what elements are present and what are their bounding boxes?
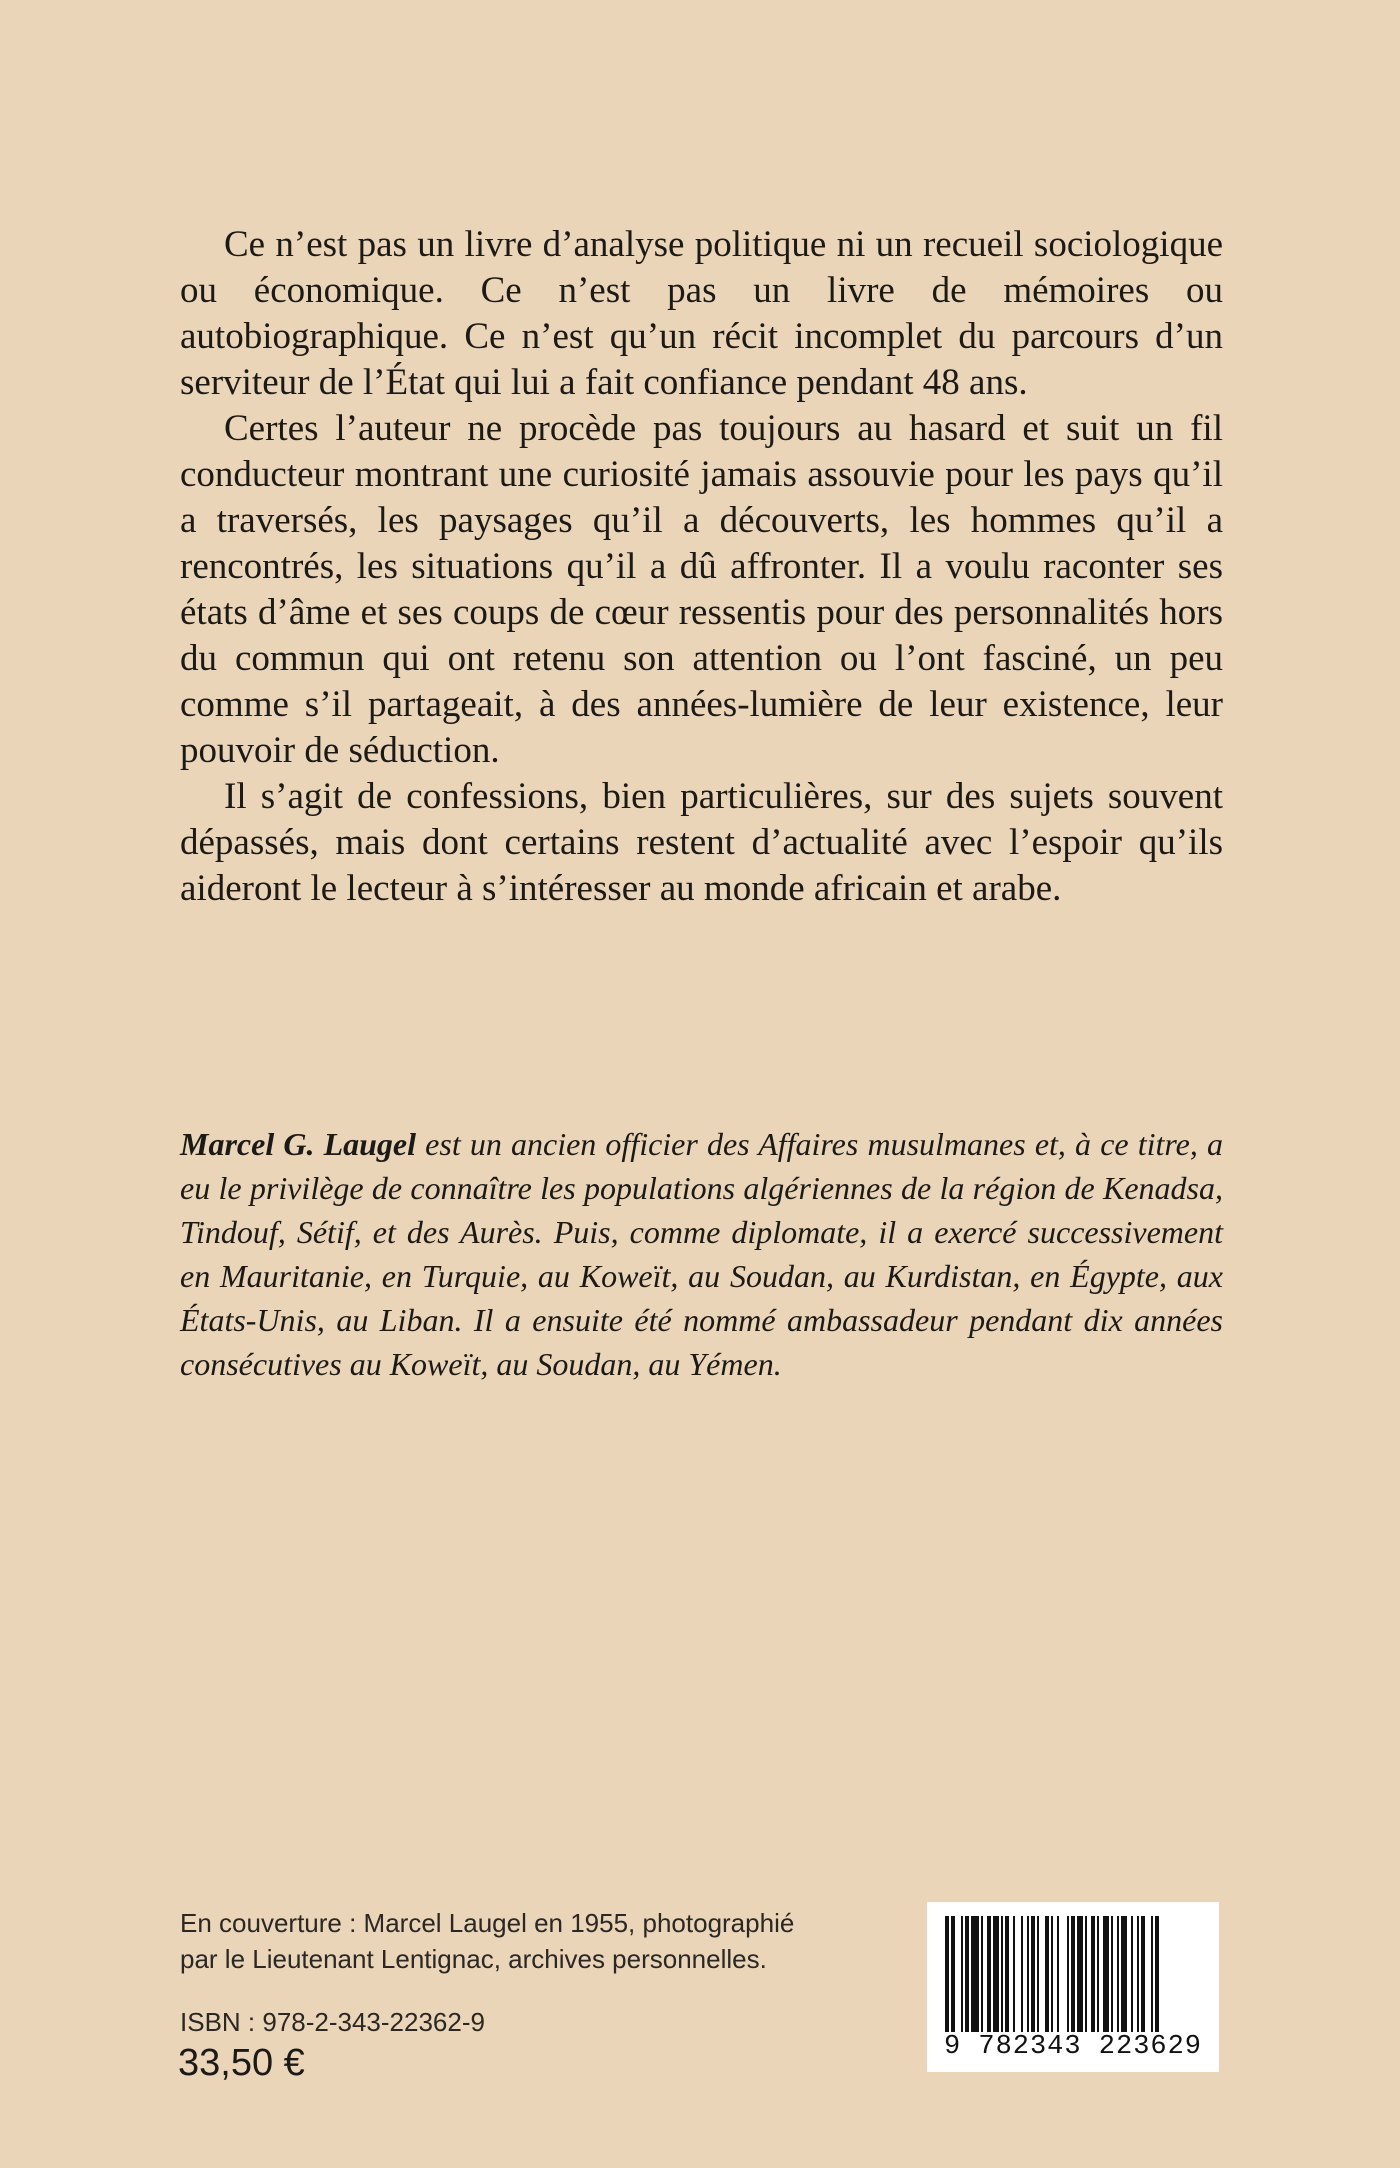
author-bio-text: est un ancien officier des Affaires musulmanes et, à ce titre, a eu le privilège de connaître les populations algériennes de la région de Kenadsa, Tindouf, Sétif, et des Aurès. Puis, comme diplomate, il a exercé successivement en Mauritanie, en Turquie, au Koweït, au Soudan, au Kurdistan, en Égypte, aux États-Unis, au Liban. Il a ensuite été nommé ambassadeur pendant dix années consécutives au Koweït, au Soudan, au Yémen. bbox=[180, 1126, 1224, 1382]
barcode-bar bbox=[1085, 1916, 1087, 2032]
barcode-bar bbox=[1013, 1916, 1015, 2032]
cover-credit bbox=[180, 1905, 900, 1977]
barcode-bar bbox=[1001, 1916, 1003, 2032]
blurb bbox=[180, 222, 1223, 912]
barcode-bar bbox=[1027, 1916, 1029, 2032]
barcode-bar bbox=[1155, 1916, 1159, 2032]
cover-credit-line-1: En couverture : Marcel Laugel en 1955, photographié bbox=[180, 1908, 795, 1938]
barcode-bar bbox=[961, 1916, 963, 2032]
barcode-bar bbox=[1151, 1916, 1153, 2032]
barcode-bar bbox=[1141, 1916, 1145, 2032]
barcode-bar bbox=[1117, 1916, 1119, 2032]
isbn: ISBN : 978-2-343-22362-9 bbox=[180, 2007, 485, 2037]
barcode-bar bbox=[1121, 1916, 1127, 2032]
blurb-paragraph-3: Il s’agit de confessions, bien particulières, sur des sujets souvent dépassés, mais dont certains restent d’actualité avec l’espoir qu’ils aideront le lecteur à s’intéresser au monde africain et arabe. bbox=[180, 776, 1223, 909]
barcode-digits: 9 782343 223629 bbox=[943, 2032, 1203, 2062]
price: 33,50 € bbox=[178, 2042, 305, 2084]
barcode-bar bbox=[945, 1916, 949, 2032]
barcode-bar bbox=[1067, 1916, 1069, 2032]
barcode-bar bbox=[981, 1916, 983, 2032]
cover-credit-line-2: par le Lieutenant Lentignac, archives personnelles. bbox=[180, 1944, 767, 1974]
barcode-bar bbox=[1031, 1916, 1035, 2032]
barcode-bar bbox=[987, 1916, 991, 2032]
barcode-bar bbox=[1097, 1916, 1099, 2032]
barcode-bar bbox=[1037, 1916, 1039, 2032]
barcode-bar bbox=[993, 1916, 999, 2032]
barcode-bar bbox=[971, 1916, 979, 2032]
barcode-bar bbox=[951, 1916, 955, 2032]
barcode-bar bbox=[1057, 1916, 1059, 2032]
barcode-bar bbox=[1045, 1916, 1049, 2032]
blurb-paragraph-1: Ce n’est pas un livre d’analyse politique ni un recueil sociologique ou économique. Ce n’est pas un livre de mémoires ou autobiographique. Ce n’est qu’un récit incomplet du parcours d’un serviteur de l’État qui lui a fait confiance pendant 48 ans. bbox=[180, 224, 1223, 403]
barcode-bar bbox=[1077, 1916, 1083, 2032]
barcode-bars bbox=[941, 1916, 1205, 2032]
barcode bbox=[927, 1902, 1219, 2072]
barcode-bar bbox=[965, 1916, 969, 2032]
barcode-bar bbox=[1021, 1916, 1023, 2032]
author-name: Marcel G. Laugel bbox=[180, 1126, 417, 1162]
barcode-bar bbox=[1071, 1916, 1075, 2032]
author-bio bbox=[180, 1122, 1223, 1386]
blurb-paragraph-2: Certes l’auteur ne procède pas toujours au hasard et suit un fil conducteur montrant une curiosité jamais assouvie pour les pays qu’il a traversés, les paysages qu’il a découverts, les hommes qu’il a rencontrés, les situations qu’il a dû affronter. Il a voulu raconter ses états d’âme et ses coups de cœur ressentis pour des personnalités hors du commun qui ont retenu son attention ou l’ont fasciné, un peu comme s’il partageait, à des années-lumière de leur existence, leur pouvoir de séduction. bbox=[180, 408, 1223, 771]
barcode-bar bbox=[1111, 1916, 1113, 2032]
barcode-bar bbox=[1005, 1916, 1009, 2032]
barcode-bar bbox=[1091, 1916, 1095, 2032]
barcode-bar bbox=[1137, 1916, 1139, 2032]
barcode-bar bbox=[1131, 1916, 1133, 2032]
barcode-bar bbox=[1103, 1916, 1109, 2032]
barcode-bar bbox=[1051, 1916, 1053, 2032]
